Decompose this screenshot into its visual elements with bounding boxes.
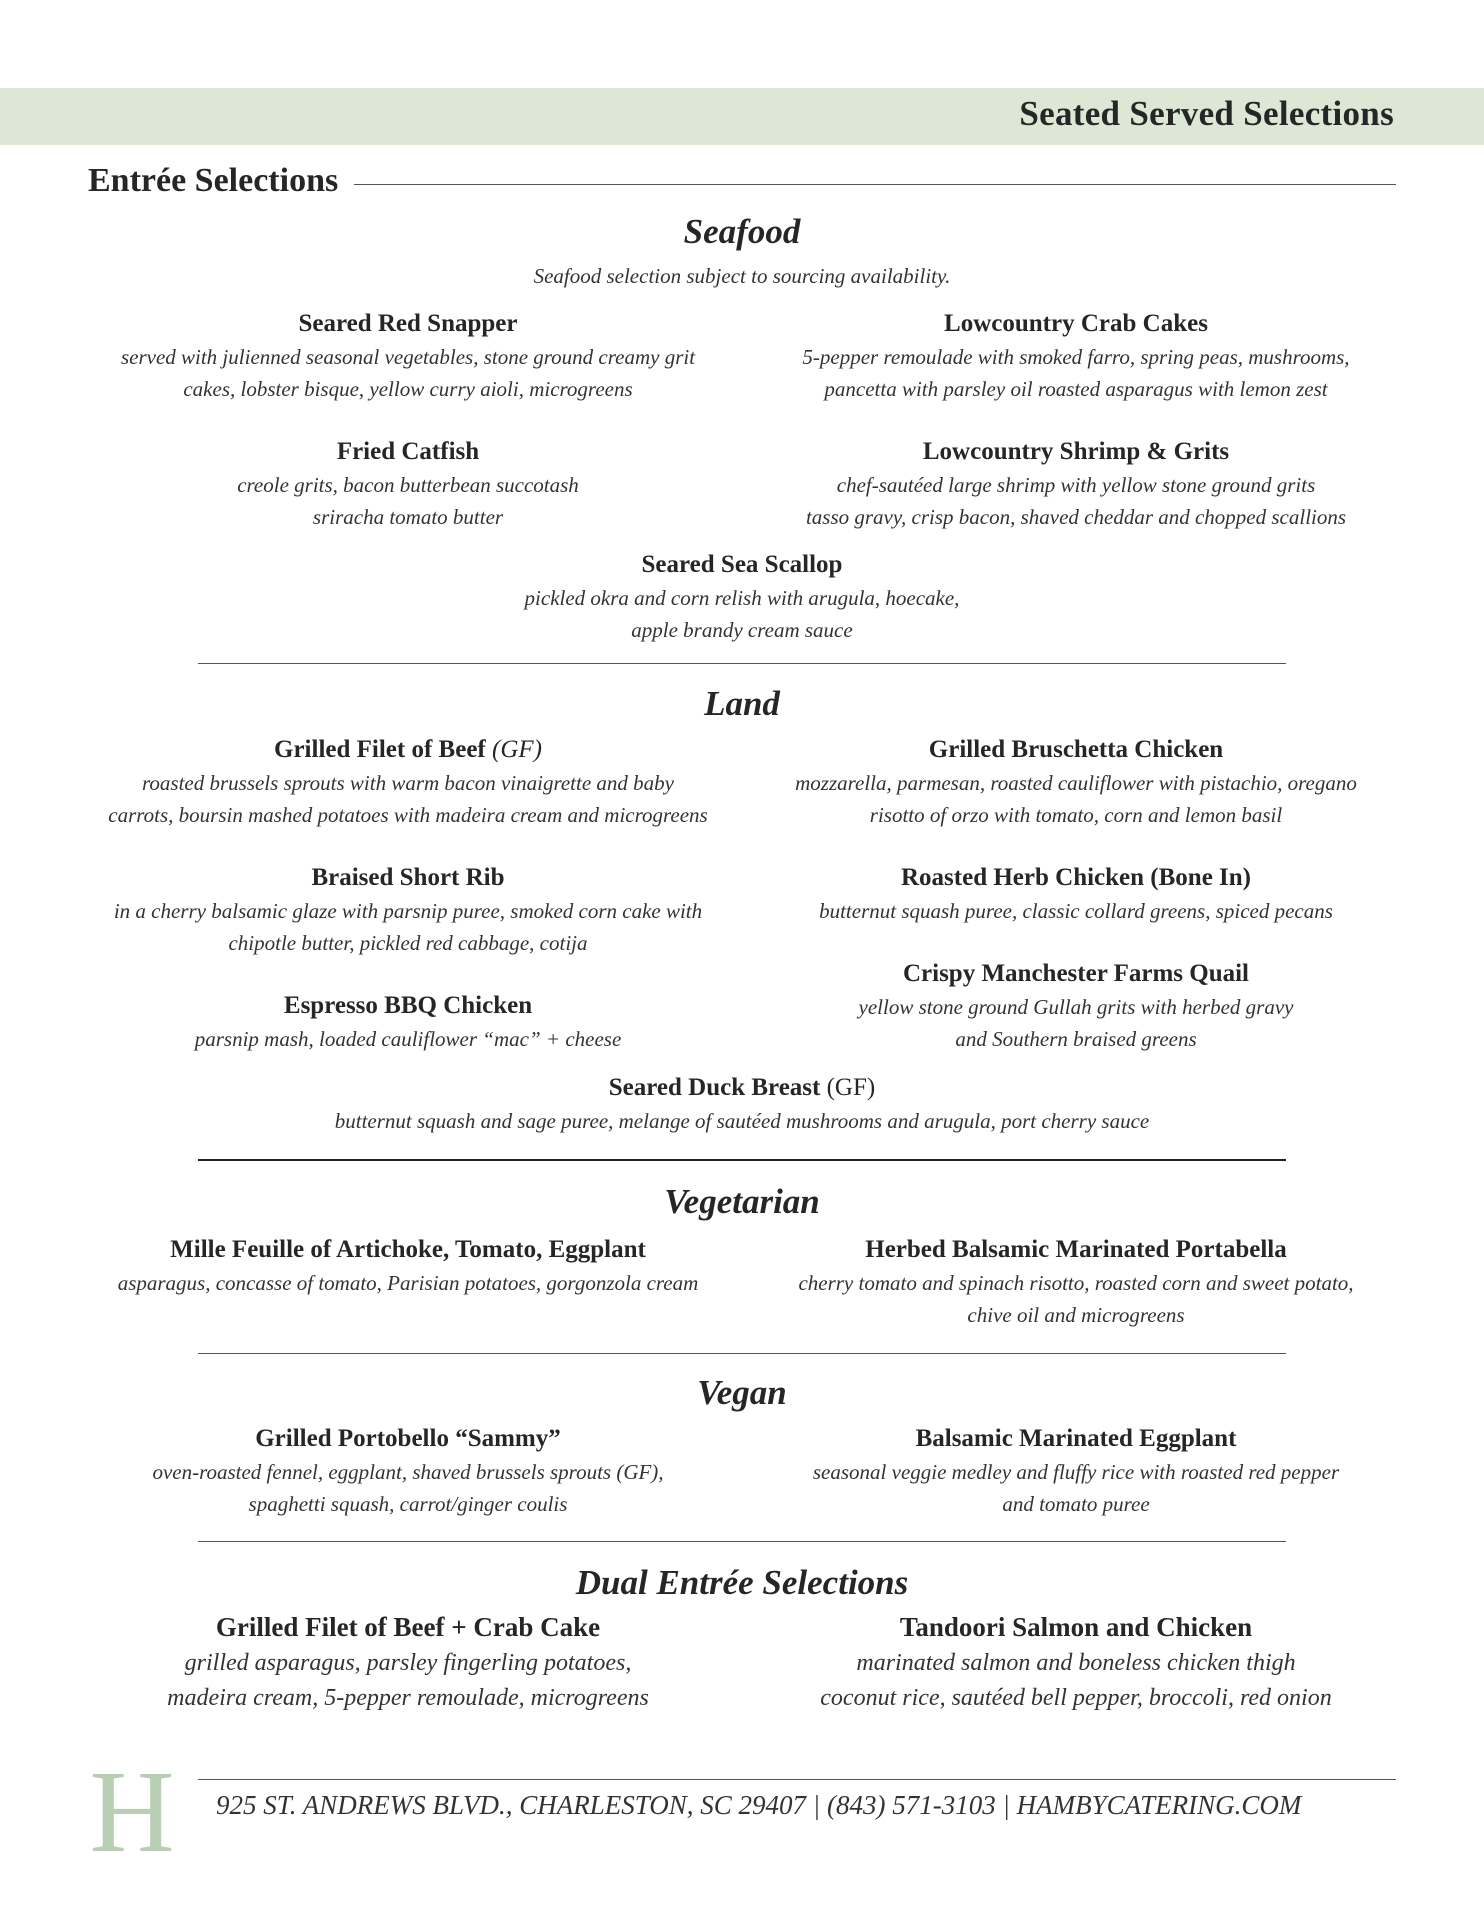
item-name: Grilled Portobello “Sammy”	[255, 1425, 561, 1452]
item-name: Crispy Manchester Farms Quail	[902, 960, 1250, 987]
item-desc: spaghetti squash, carrot/ginger coulis	[248, 1492, 568, 1516]
menu-item	[88, 1608, 728, 1716]
gf-tag: (GF)	[492, 736, 542, 763]
item-desc: chef-sautéed large shrimp with yellow stone ground grits	[836, 473, 1316, 497]
item-desc: grilled asparagus, parsley fingerling potatoes,	[184, 1650, 632, 1676]
menu-item	[88, 1422, 728, 1520]
item-desc: coconut rice, sautéed bell pepper, broccoli, red onion	[820, 1685, 1332, 1711]
entree-heading	[88, 162, 1396, 200]
menu-item	[88, 1233, 728, 1299]
item-desc: butternut squash puree, classic collard greens, spiced pecans	[819, 899, 1333, 923]
item-desc: tasso gravy, crisp bacon, shaved cheddar and chopped scallions	[805, 505, 1347, 529]
menu-item	[756, 307, 1396, 405]
menu-item	[756, 733, 1396, 831]
page-title: Seated Served Selections	[1019, 94, 1394, 133]
heading-rule	[354, 184, 1396, 185]
item-desc: cakes, lobster bisque, yellow curry aioli, microgreens	[183, 377, 633, 401]
item-name-text: Seared Duck Breast	[608, 1074, 821, 1101]
item-name: Mille Feuille of Artichoke, Tomato, Eggplant	[170, 1236, 646, 1263]
item-desc: butternut squash and sage puree, melange of sautéed mushrooms and arugula, port cherry sauce	[334, 1109, 1150, 1133]
section-title-seafood: Seafood	[683, 212, 801, 251]
item-desc: madeira cream, 5-pepper remoulade, microgreens	[167, 1685, 649, 1711]
item-name-text: Grilled Filet of Beef	[274, 736, 486, 763]
item-name: Lowcountry Shrimp & Grits	[922, 438, 1230, 465]
item-desc: 5-pepper remoulade with smoked farro, spring peas, mushrooms,	[802, 345, 1350, 369]
item-name: Seared Red Snapper	[298, 310, 518, 337]
item-name: Roasted Herb Chicken (Bone In)	[900, 864, 1251, 891]
section-title-dual: Dual Entrée Selections	[575, 1563, 909, 1602]
item-desc: pancetta with parsley oil roasted asparagus with lemon zest	[824, 377, 1328, 401]
footer-contact: 925 ST. ANDREWS BLVD., CHARLESTON, SC 29407 | (843) 571-3103 | HAMBYCATERING.COM	[216, 1790, 1302, 1820]
section-title-vegetarian: Vegetarian	[664, 1182, 820, 1221]
item-desc: seasonal veggie medley and fluffy rice with roasted red pepper	[812, 1460, 1340, 1484]
item-desc: mozzarella, parmesan, roasted cauliflower with pistachio, oregano	[795, 771, 1357, 795]
item-desc: parsnip mash, loaded cauliflower “mac” + cheese	[194, 1027, 622, 1051]
section-title-land: Land	[704, 684, 780, 723]
item-desc: chipotle butter, pickled red cabbage, cotija	[228, 931, 588, 955]
item-desc: carrots, boursin mashed potatoes with madeira cream and microgreens	[108, 803, 708, 827]
menu-item	[180, 1071, 1304, 1137]
item-desc: oven-roasted fennel, eggplant, shaved brussels sprouts (GF),	[152, 1460, 664, 1484]
menu-item	[756, 435, 1396, 533]
item-desc: and tomato puree	[1002, 1492, 1150, 1516]
item-name	[88, 733, 728, 767]
menu-item	[88, 861, 728, 959]
item-desc: served with julienned seasonal vegetables, stone ground creamy grit	[120, 345, 696, 369]
item-name	[180, 1071, 1304, 1105]
item-name: Herbed Balsamic Marinated Portabella	[865, 1236, 1287, 1263]
item-name: Grilled Bruschetta Chicken	[928, 736, 1224, 763]
section-divider	[198, 1541, 1286, 1542]
section-divider	[198, 663, 1286, 664]
menu-item	[88, 435, 728, 533]
item-desc: in a cherry balsamic glaze with parsnip puree, smoked corn cake with	[113, 899, 703, 923]
item-name: Fried Catfish	[336, 438, 480, 465]
section-divider	[198, 1353, 1286, 1354]
item-name: Braised Short Rib	[311, 864, 505, 891]
item-name: Seared Sea Scallop	[641, 551, 843, 578]
item-desc: sriracha tomato butter	[312, 505, 504, 529]
item-desc: risotto of orzo with tomato, corn and lemon basil	[869, 803, 1283, 827]
gf-tag: (GF)	[826, 1074, 876, 1101]
item-desc: roasted brussels sprouts with warm bacon vinaigrette and baby	[142, 771, 674, 795]
menu-item	[756, 1608, 1396, 1716]
item-desc: pickled okra and corn relish with arugula, hoecake,	[524, 586, 960, 610]
item-name: Tandoori Salmon and Chicken	[899, 1612, 1253, 1642]
menu-item	[756, 1422, 1396, 1520]
item-desc: apple brandy cream sauce	[631, 618, 853, 642]
menu-item	[88, 307, 728, 405]
section-divider	[198, 1159, 1286, 1161]
entree-heading-text: Entrée Selections	[88, 162, 339, 199]
item-desc: cherry tomato and spinach risotto, roasted corn and sweet potato,	[798, 1271, 1354, 1295]
logo-h: H	[89, 1746, 175, 1877]
item-desc: yellow stone ground Gullah grits with herbed gravy	[858, 995, 1294, 1019]
item-desc: chive oil and microgreens	[967, 1303, 1185, 1327]
menu-item	[180, 548, 1304, 646]
menu-item	[756, 861, 1396, 927]
header-banner	[0, 88, 1484, 145]
item-name: Espresso BBQ Chicken	[283, 992, 533, 1019]
item-name: Lowcountry Crab Cakes	[944, 310, 1208, 337]
item-desc: asparagus, concasse of tomato, Parisian potatoes, gorgonzola cream	[117, 1271, 699, 1295]
item-desc: creole grits, bacon butterbean succotash	[237, 473, 579, 497]
menu-item	[756, 957, 1396, 1055]
menu-item	[756, 1233, 1396, 1331]
footer-rule	[198, 1779, 1396, 1780]
item-desc: and Southern braised greens	[955, 1027, 1197, 1051]
item-name: Balsamic Marinated Eggplant	[915, 1425, 1237, 1452]
menu-item	[88, 733, 728, 831]
item-desc: marinated salmon and boneless chicken thigh	[856, 1650, 1296, 1676]
seafood-note: Seafood selection subject to sourcing availability.	[533, 264, 951, 288]
item-name: Grilled Filet of Beef + Crab Cake	[215, 1612, 601, 1642]
menu-item	[88, 989, 728, 1055]
section-title-vegan: Vegan	[697, 1373, 787, 1412]
